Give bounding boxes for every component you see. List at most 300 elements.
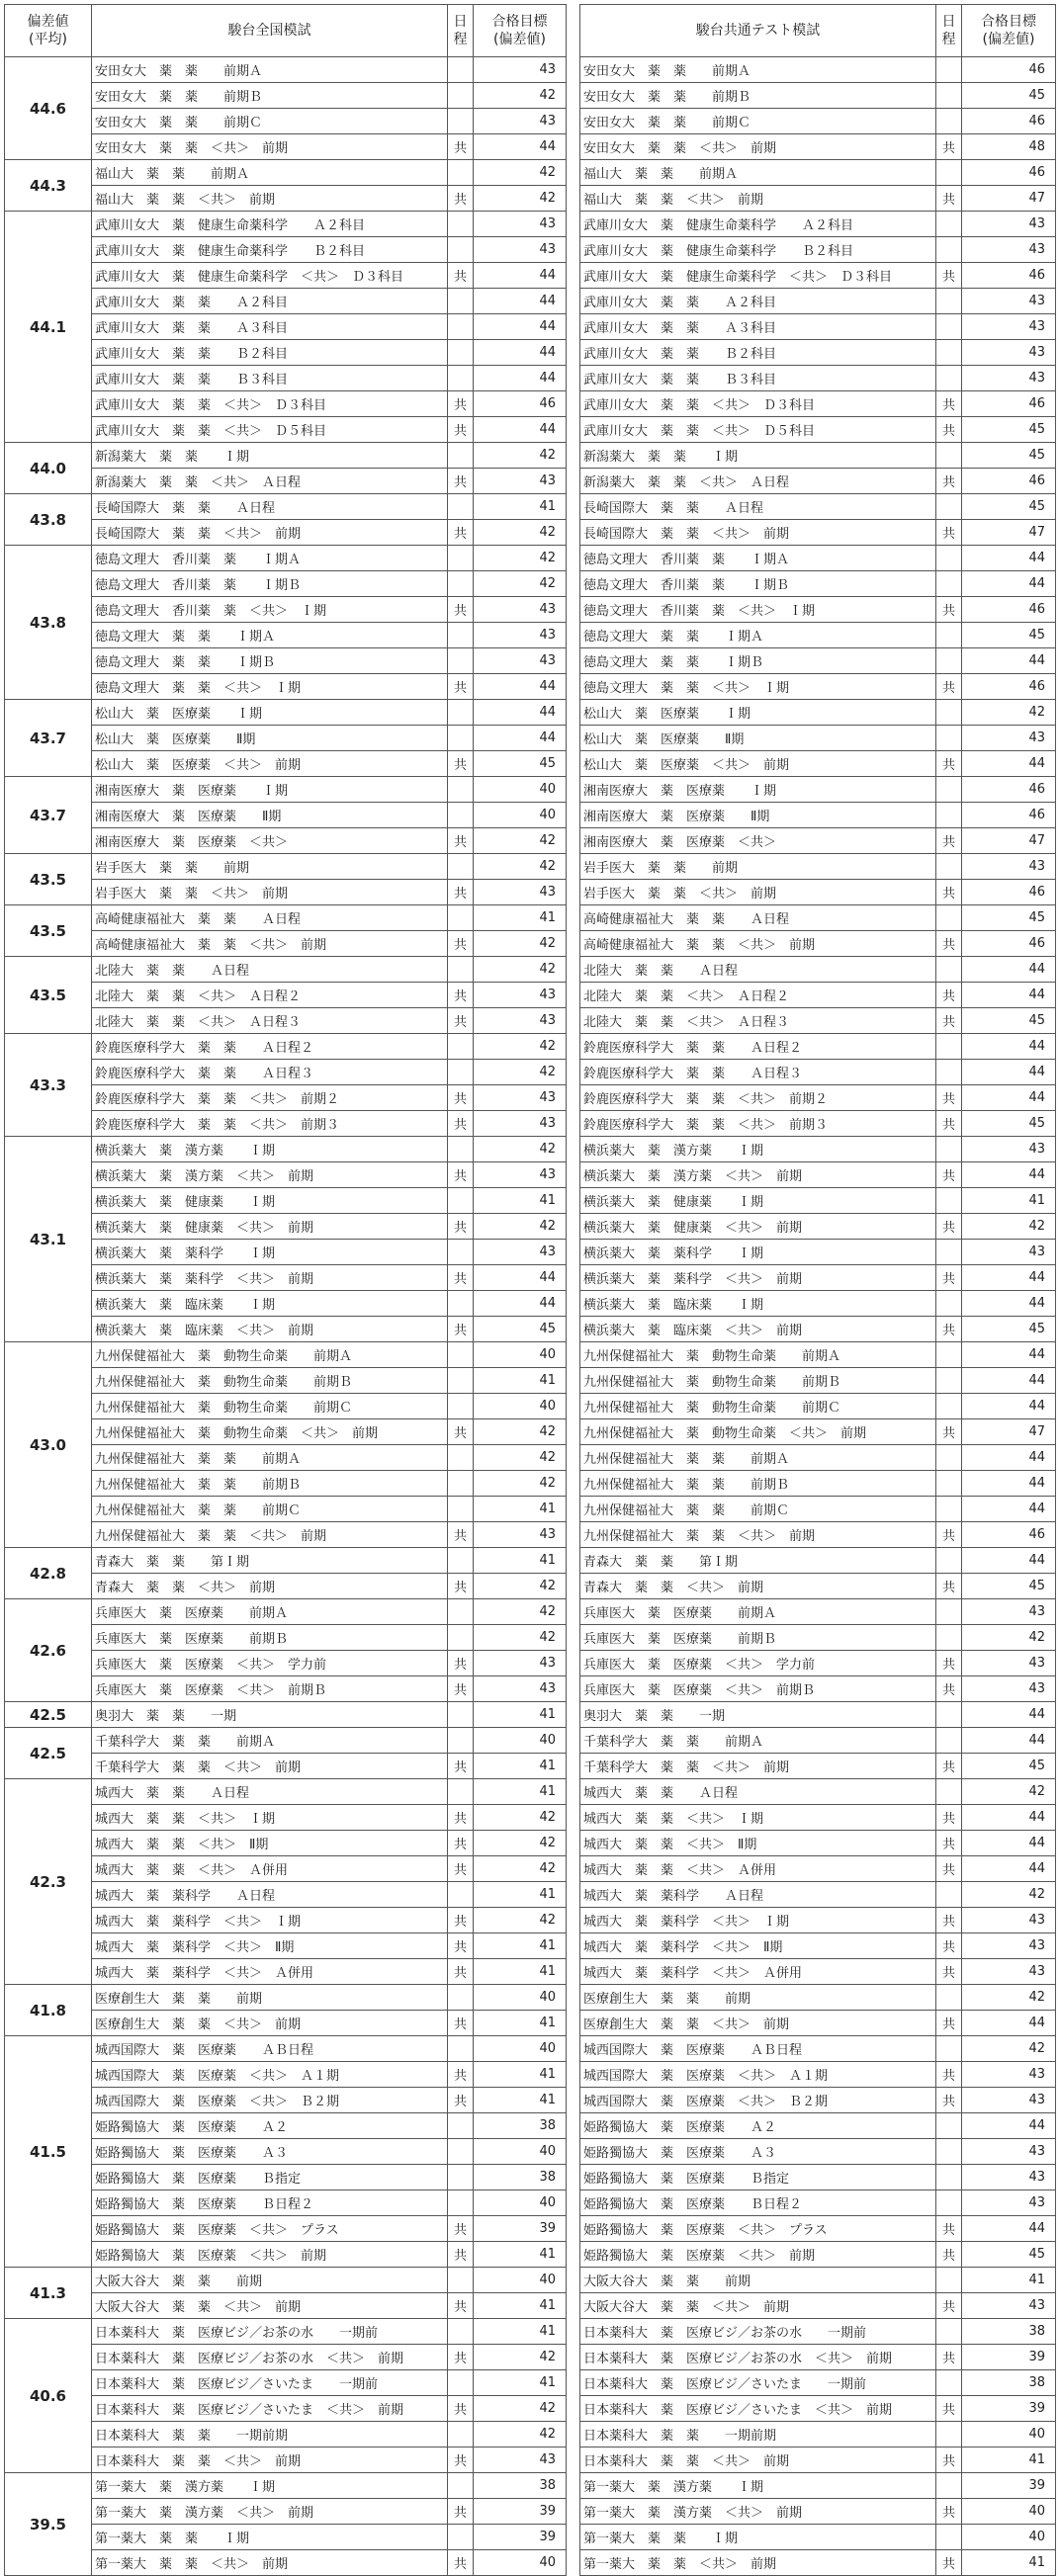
target-score: 45 xyxy=(962,494,1056,520)
target-score: 40 xyxy=(962,2525,1056,2550)
exam-name: 徳島文理大 香川薬 薬 Ｉ期Ｂ xyxy=(92,571,448,597)
schedule-mark: 共 xyxy=(448,1008,474,1034)
target-score: 47 xyxy=(962,828,1056,854)
target-score: 39 xyxy=(474,2216,567,2242)
schedule-mark xyxy=(448,340,474,366)
exam-name: 城西国際大 薬 医療薬 ＡＢ日程 xyxy=(580,2036,936,2062)
target-score: 42 xyxy=(474,957,567,983)
target-score: 41 xyxy=(474,1779,567,1805)
target-score: 43 xyxy=(962,2062,1056,2088)
schedule-mark: 共 xyxy=(936,1419,962,1445)
schedule-mark: 共 xyxy=(448,1317,474,1342)
schedule-mark: 共 xyxy=(936,469,962,494)
target-score: 41 xyxy=(474,1497,567,1522)
deviation-avg: 44.3 xyxy=(5,160,92,212)
exam-name: 長崎国際大 薬 薬 Ａ日程 xyxy=(580,494,936,520)
target-score: 42 xyxy=(474,1445,567,1471)
schedule-mark xyxy=(448,1599,474,1625)
schedule-mark: 共 xyxy=(936,1111,962,1137)
exam-name: 新潟薬大 薬 薬 ＜共＞ Ａ日程 xyxy=(580,469,936,494)
schedule-mark: 共 xyxy=(448,880,474,905)
exam-name: 岩手医大 薬 薬 ＜共＞ 前期 xyxy=(92,880,448,905)
target-score: 46 xyxy=(962,57,1056,83)
exam-name: 九州保健福祉大 薬 薬 前期Ｂ xyxy=(580,1471,936,1497)
exam-name: 第一薬大 薬 漢方薬 ＜共＞ 前期 xyxy=(92,2499,448,2525)
deviation-avg: 42.3 xyxy=(5,1779,92,1985)
exam-name: 城西国際大 薬 医療薬 ＡＢ日程 xyxy=(92,2036,448,2062)
deviation-avg: 43.0 xyxy=(5,1342,92,1548)
schedule-mark: 共 xyxy=(936,597,962,623)
target-score: 44 xyxy=(962,1265,1056,1291)
target-score: 39 xyxy=(962,2345,1056,2370)
target-score: 44 xyxy=(962,648,1056,674)
exam-name: 湘南医療大 薬 医療薬 ＜共＞ xyxy=(92,828,448,854)
table-row xyxy=(580,134,1056,160)
target-score: 44 xyxy=(962,1831,1056,1856)
table-row xyxy=(580,828,1056,854)
target-score: 44 xyxy=(474,700,567,726)
schedule-mark xyxy=(448,494,474,520)
target-score: 43 xyxy=(474,237,567,263)
table-row xyxy=(580,1779,1056,1805)
table-row xyxy=(580,623,1056,648)
table-row xyxy=(580,1188,1056,1214)
target-score: 41 xyxy=(962,2447,1056,2473)
target-score: 44 xyxy=(962,1805,1056,1831)
target-score: 41 xyxy=(474,1188,567,1214)
target-header-label: 合格目標 xyxy=(491,14,548,30)
schedule-mark: 共 xyxy=(448,2345,474,2370)
exam-name: 第一薬大 薬 漢方薬 Ｉ期 xyxy=(580,2473,936,2499)
schedule-mark xyxy=(936,1471,962,1497)
schedule-mark: 共 xyxy=(448,2062,474,2088)
exam-name: 福山大 薬 薬 前期Ａ xyxy=(92,160,448,186)
exam-name: 湘南医療大 薬 医療薬 Ｉ期 xyxy=(580,777,936,803)
table-row xyxy=(580,1959,1056,1985)
exam-name: 兵庫医大 薬 医療薬 ＜共＞ 学力前 xyxy=(92,1651,448,1676)
schedule-mark xyxy=(936,1394,962,1419)
exam-name: 九州保健福祉大 薬 薬 ＜共＞ 前期 xyxy=(92,1522,448,1548)
schedule-mark: 共 xyxy=(936,520,962,546)
deviation-avg: 41.5 xyxy=(5,2036,92,2268)
schedule-mark xyxy=(936,83,962,109)
target-score: 41 xyxy=(474,2011,567,2036)
table-row xyxy=(580,2088,1056,2113)
target-score: 43 xyxy=(962,2139,1056,2165)
table-row xyxy=(580,674,1056,700)
table-row xyxy=(5,1985,567,2011)
table-row xyxy=(580,391,1056,417)
exam-name: 横浜薬大 薬 薬科学 ＜共＞ 前期 xyxy=(580,1265,936,1291)
target-score: 42 xyxy=(474,1214,567,1240)
schedule-mark: 共 xyxy=(936,263,962,289)
schedule-mark xyxy=(936,109,962,134)
target-score: 43 xyxy=(474,1651,567,1676)
target-score: 44 xyxy=(962,751,1056,777)
schedule-mark: 共 xyxy=(936,1959,962,1985)
schedule-mark xyxy=(448,854,474,880)
schedule-mark: 共 xyxy=(448,2499,474,2525)
target-score: 46 xyxy=(962,597,1056,623)
exam-name: 北陸大 薬 薬 ＜共＞ Ａ日程３ xyxy=(92,1008,448,1034)
target-score: 41 xyxy=(474,2062,567,2088)
table-row xyxy=(580,237,1056,263)
schedule-mark xyxy=(448,623,474,648)
schedule-mark xyxy=(936,1137,962,1162)
target-score: 41 xyxy=(962,2268,1056,2293)
exam-name: 武庫川女大 薬 健康生命薬科学 Ｂ２科目 xyxy=(92,237,448,263)
exam-name: 松山大 薬 医療薬 ＜共＞ 前期 xyxy=(580,751,936,777)
target-score: 43 xyxy=(962,1137,1056,1162)
schedule-mark: 共 xyxy=(448,520,474,546)
target-score: 44 xyxy=(962,1856,1056,1882)
schedule-mark xyxy=(448,366,474,391)
schedule-mark: 共 xyxy=(448,1162,474,1188)
target-score: 44 xyxy=(962,1342,1056,1368)
exam-name: 九州保健福祉大 薬 動物生命薬 前期Ｃ xyxy=(580,1394,936,1419)
target-score: 43 xyxy=(962,237,1056,263)
schedule-mark: 共 xyxy=(936,2088,962,2113)
exam-name: 九州保健福祉大 薬 動物生命薬 前期Ｃ xyxy=(92,1394,448,1419)
target-score: 44 xyxy=(474,417,567,443)
table-row xyxy=(580,700,1056,726)
target-score: 40 xyxy=(962,2499,1056,2525)
exam-name: 九州保健福祉大 薬 動物生命薬 前期Ａ xyxy=(580,1342,936,1368)
exam-name: 松山大 薬 医療薬 ＜共＞ 前期 xyxy=(92,751,448,777)
table-row xyxy=(580,1599,1056,1625)
schedule-mark xyxy=(936,2139,962,2165)
table-row xyxy=(580,648,1056,674)
exam-name: 姫路獨協大 薬 医療薬 ＜共＞ 前期 xyxy=(92,2242,448,2268)
target-score: 40 xyxy=(474,1342,567,1368)
exam-name: 武庫川女大 薬 健康生命薬科学 Ａ２科目 xyxy=(580,212,936,237)
target-score: 40 xyxy=(474,2190,567,2216)
exam-name: 日本薬科大 薬 医療ビジ／さいたま ＜共＞ 前期 xyxy=(92,2396,448,2422)
target-score: 42 xyxy=(474,1060,567,1085)
exam-name: 青森大 薬 薬 第Ｉ期 xyxy=(580,1548,936,1574)
target-score: 43 xyxy=(474,1111,567,1137)
table-row xyxy=(580,777,1056,803)
target-score: 46 xyxy=(962,469,1056,494)
table-row xyxy=(580,1162,1056,1188)
schedule-mark xyxy=(448,1548,474,1574)
target-score: 41 xyxy=(474,1882,567,1908)
schedule-mark xyxy=(936,443,962,469)
schedule-mark xyxy=(936,1240,962,1265)
target-score: 44 xyxy=(962,983,1056,1008)
target-score: 44 xyxy=(962,1368,1056,1394)
exam-name: 奥羽大 薬 薬 一期 xyxy=(580,1702,936,1728)
exam-name: 城西大 薬 薬科学 ＜共＞ Ｉ期 xyxy=(92,1908,448,1933)
schedule-header xyxy=(936,5,962,57)
exam-name: 兵庫医大 薬 医療薬 前期Ａ xyxy=(580,1599,936,1625)
table-row xyxy=(580,2190,1056,2216)
schedule-mark: 共 xyxy=(448,1419,474,1445)
exam-name: 長崎国際大 薬 薬 ＜共＞ 前期 xyxy=(580,520,936,546)
target-score: 44 xyxy=(474,340,567,366)
target-score: 47 xyxy=(962,1419,1056,1445)
table-row xyxy=(580,1445,1056,1471)
schedule-mark: 共 xyxy=(448,2447,474,2473)
schedule-mark: 共 xyxy=(448,1754,474,1779)
table-row xyxy=(580,2396,1056,2422)
schedule-mark xyxy=(448,905,474,931)
exam-name: 北陸大 薬 薬 Ａ日程 xyxy=(92,957,448,983)
table-row xyxy=(580,1497,1056,1522)
target-score: 43 xyxy=(962,366,1056,391)
target-score: 43 xyxy=(962,1599,1056,1625)
target-score: 44 xyxy=(474,726,567,751)
schedule-mark: 共 xyxy=(936,1085,962,1111)
target-score: 41 xyxy=(474,494,567,520)
schedule-mark xyxy=(936,1702,962,1728)
target-score: 44 xyxy=(474,674,567,700)
schedule-mark xyxy=(448,1625,474,1651)
table-row xyxy=(5,700,567,726)
target-score: 43 xyxy=(474,469,567,494)
target-score: 41 xyxy=(474,2242,567,2268)
schedule-mark xyxy=(936,212,962,237)
target-score: 42 xyxy=(474,1625,567,1651)
target-score: 46 xyxy=(962,674,1056,700)
target-score: 44 xyxy=(474,263,567,289)
schedule-mark: 共 xyxy=(936,417,962,443)
exam-name: 松山大 薬 医療薬 Ｉ期 xyxy=(92,700,448,726)
kyotsu-table-body xyxy=(580,57,1056,2576)
schedule-mark xyxy=(936,2268,962,2293)
exam-name: 日本薬科大 薬 医療ビジ／お茶の水 ＜共＞ 前期 xyxy=(92,2345,448,2370)
table-row xyxy=(580,1265,1056,1291)
table-row xyxy=(580,2499,1056,2525)
schedule-mark xyxy=(936,1599,962,1625)
target-score: 44 xyxy=(962,1394,1056,1419)
table-row xyxy=(580,880,1056,905)
schedule-mark: 共 xyxy=(448,1856,474,1882)
table-row xyxy=(5,1342,567,1368)
target-score: 43 xyxy=(962,726,1056,751)
schedule-mark: 共 xyxy=(448,1265,474,1291)
deviation-header-sub: (平均) xyxy=(29,32,67,47)
table-row xyxy=(5,546,567,571)
schedule-mark xyxy=(936,2165,962,2190)
target-score: 44 xyxy=(474,1265,567,1291)
exam-name: 第一薬大 薬 薬 ＜共＞ 前期 xyxy=(92,2550,448,2576)
target-score: 43 xyxy=(474,2447,567,2473)
target-score: 46 xyxy=(962,109,1056,134)
target-score: 43 xyxy=(474,597,567,623)
exam-name: 城西大 薬 薬科学 ＜共＞ Ｉ期 xyxy=(580,1908,936,1933)
target-score: 46 xyxy=(474,391,567,417)
exam-name: 鈴鹿医療科学大 薬 薬 ＜共＞ 前期２ xyxy=(92,1085,448,1111)
schedule-mark xyxy=(936,1728,962,1754)
exam-name: 北陸大 薬 薬 ＜共＞ Ａ日程２ xyxy=(92,983,448,1008)
target-score: 43 xyxy=(962,212,1056,237)
target-score: 44 xyxy=(962,1728,1056,1754)
exam-name: 日本薬科大 薬 医療ビジ／さいたま ＜共＞ 前期 xyxy=(580,2396,936,2422)
target-score: 42 xyxy=(962,1985,1056,2011)
schedule-mark: 共 xyxy=(936,2550,962,2576)
schedule-mark xyxy=(448,443,474,469)
schedule-mark: 共 xyxy=(936,1574,962,1599)
target-score: 43 xyxy=(962,1908,1056,1933)
target-score: 40 xyxy=(474,2268,567,2293)
table-row xyxy=(580,1471,1056,1497)
schedule-mark xyxy=(936,905,962,931)
kyotsu-exam-header: 駿台共通テスト模試 xyxy=(580,5,936,57)
table-row xyxy=(580,1240,1056,1265)
schedule-mark: 共 xyxy=(936,1008,962,1034)
exam-name: 大阪大谷大 薬 薬 ＜共＞ 前期 xyxy=(92,2293,448,2319)
exam-name: 湘南医療大 薬 医療薬 Ｉ期 xyxy=(92,777,448,803)
table-row xyxy=(580,1754,1056,1779)
exam-name: 福山大 薬 薬 ＜共＞ 前期 xyxy=(92,186,448,212)
exam-name: 安田女大 薬 薬 前期Ｂ xyxy=(580,83,936,109)
target-score: 43 xyxy=(474,57,567,83)
exam-name: 徳島文理大 香川薬 薬 Ｉ期Ｂ xyxy=(580,571,936,597)
schedule-mark: 共 xyxy=(448,1651,474,1676)
target-score: 44 xyxy=(962,1471,1056,1497)
exam-name: 徳島文理大 香川薬 薬 ＜共＞ Ｉ期 xyxy=(92,597,448,623)
target-score: 45 xyxy=(474,751,567,777)
schedule-mark xyxy=(448,2525,474,2550)
exam-name: 城西大 薬 薬 ＜共＞ Ｉ期 xyxy=(92,1805,448,1831)
target-score: 42 xyxy=(474,1471,567,1497)
target-score: 41 xyxy=(474,2370,567,2396)
exam-name: 日本薬科大 薬 医療ビジ／さいたま 一期前 xyxy=(580,2370,936,2396)
exam-name: 第一薬大 薬 漢方薬 ＜共＞ 前期 xyxy=(580,2499,936,2525)
schedule-mark xyxy=(936,2319,962,2345)
deviation-avg: 42.6 xyxy=(5,1599,92,1702)
table-row xyxy=(580,1574,1056,1599)
schedule-mark xyxy=(448,2473,474,2499)
target-score: 42 xyxy=(962,1625,1056,1651)
exam-name: 横浜薬大 薬 薬科学 ＜共＞ 前期 xyxy=(92,1265,448,1291)
table-row xyxy=(580,2447,1056,2473)
exam-name: 姫路獨協大 薬 医療薬 Ｂ日程２ xyxy=(92,2190,448,2216)
exam-name: 奥羽大 薬 薬 一期 xyxy=(92,1702,448,1728)
schedule-mark xyxy=(448,726,474,751)
exam-name: 城西大 薬 薬 ＜共＞ Ａ併用 xyxy=(92,1856,448,1882)
target-score: 45 xyxy=(962,1317,1056,1342)
target-score: 42 xyxy=(474,1831,567,1856)
exam-name: 姫路獨協大 薬 医療薬 Ａ２ xyxy=(580,2113,936,2139)
table-row xyxy=(5,2268,567,2293)
schedule-mark xyxy=(448,1471,474,1497)
table-row xyxy=(580,83,1056,109)
target-score: 40 xyxy=(474,777,567,803)
schedule-mark xyxy=(448,2139,474,2165)
target-score: 42 xyxy=(474,83,567,109)
exam-name: 福山大 薬 薬 ＜共＞ 前期 xyxy=(580,186,936,212)
exam-name: 大阪大谷大 薬 薬 前期 xyxy=(580,2268,936,2293)
target-score: 43 xyxy=(962,2190,1056,2216)
schedule-mark: 共 xyxy=(448,417,474,443)
exam-name: 岩手医大 薬 薬 前期 xyxy=(580,854,936,880)
schedule-mark xyxy=(936,1548,962,1574)
exam-name: 千葉科学大 薬 薬 ＜共＞ 前期 xyxy=(92,1754,448,1779)
schedule-mark xyxy=(936,803,962,828)
target-score: 43 xyxy=(962,1933,1056,1959)
table-row xyxy=(580,1908,1056,1933)
table-row xyxy=(580,1008,1056,1034)
schedule-mark xyxy=(936,2473,962,2499)
schedule-mark xyxy=(448,212,474,237)
target-score: 42 xyxy=(962,1214,1056,1240)
exam-name: 医療創生大 薬 薬 前期 xyxy=(580,1985,936,2011)
target-score: 43 xyxy=(962,314,1056,340)
schedule-mark xyxy=(448,2268,474,2293)
schedule-mark: 共 xyxy=(936,1754,962,1779)
exam-name: 姫路獨協大 薬 医療薬 ＜共＞ プラス xyxy=(92,2216,448,2242)
exam-name: 武庫川女大 薬 薬 Ｂ３科目 xyxy=(580,366,936,391)
table-row xyxy=(580,2062,1056,2088)
exam-name: 九州保健福祉大 薬 動物生命薬 ＜共＞ 前期 xyxy=(92,1419,448,1445)
target-score: 42 xyxy=(962,1882,1056,1908)
target-score: 42 xyxy=(962,2036,1056,2062)
exam-name: 大阪大谷大 薬 薬 前期 xyxy=(92,2268,448,2293)
schedule-mark xyxy=(448,57,474,83)
schedule-mark xyxy=(448,2422,474,2447)
schedule-mark: 共 xyxy=(448,1831,474,1856)
exam-name: 長崎国際大 薬 薬 Ａ日程 xyxy=(92,494,448,520)
table-row xyxy=(5,212,567,237)
schedule-mark: 共 xyxy=(936,2293,962,2319)
target-score: 43 xyxy=(474,109,567,134)
table-row xyxy=(580,1831,1056,1856)
target-header-sub: (偏差値) xyxy=(493,32,546,47)
schedule-mark: 共 xyxy=(936,1522,962,1548)
target-score: 43 xyxy=(474,880,567,905)
exam-name: 横浜薬大 薬 臨床薬 Ｉ期 xyxy=(92,1291,448,1317)
target-score: 42 xyxy=(474,1574,567,1599)
schedule-mark: 共 xyxy=(936,2242,962,2268)
schedule-mark xyxy=(448,2190,474,2216)
schedule-mark: 共 xyxy=(936,391,962,417)
exam-name: 城西大 薬 薬科学 ＜共＞ Ⅱ期 xyxy=(92,1933,448,1959)
exam-name: 松山大 薬 医療薬 Ⅱ期 xyxy=(580,726,936,751)
target-score: 43 xyxy=(474,212,567,237)
schedule-mark xyxy=(936,726,962,751)
exam-name: 徳島文理大 香川薬 薬 Ｉ期Ａ xyxy=(580,546,936,571)
table-row xyxy=(5,2473,567,2499)
table-row xyxy=(580,1728,1056,1754)
exam-name: 横浜薬大 薬 健康薬 Ｉ期 xyxy=(580,1188,936,1214)
exam-name: 日本薬科大 薬 医療ビジ／さいたま 一期前 xyxy=(92,2370,448,2396)
schedule-mark xyxy=(936,2113,962,2139)
exam-name: 九州保健福祉大 薬 薬 ＜共＞ 前期 xyxy=(580,1522,936,1548)
target-score: 41 xyxy=(474,2293,567,2319)
deviation-avg: 43.3 xyxy=(5,1034,92,1137)
schedule-header xyxy=(448,5,474,57)
exam-name: 九州保健福祉大 薬 動物生命薬 ＜共＞ 前期 xyxy=(580,1419,936,1445)
exam-name: 高崎健康福祉大 薬 薬 Ａ日程 xyxy=(580,905,936,931)
schedule-mark xyxy=(936,2422,962,2447)
exam-name: 日本薬科大 薬 薬 ＜共＞ 前期 xyxy=(92,2447,448,2473)
target-score: 43 xyxy=(474,1085,567,1111)
schedule-mark xyxy=(448,1240,474,1265)
exam-name: 北陸大 薬 薬 ＜共＞ Ａ日程３ xyxy=(580,1008,936,1034)
schedule-mark xyxy=(448,1060,474,1085)
table-row xyxy=(5,443,567,469)
schedule-mark: 共 xyxy=(936,2216,962,2242)
schedule-mark: 共 xyxy=(936,751,962,777)
schedule-mark: 共 xyxy=(448,2550,474,2576)
exam-name: 城西国際大 薬 医療薬 ＜共＞ Ａ１期 xyxy=(580,2062,936,2088)
exam-name: 横浜薬大 薬 健康薬 Ｉ期 xyxy=(92,1188,448,1214)
schedule-mark: 共 xyxy=(448,674,474,700)
schedule-mark xyxy=(936,1985,962,2011)
schedule-mark xyxy=(936,1625,962,1651)
